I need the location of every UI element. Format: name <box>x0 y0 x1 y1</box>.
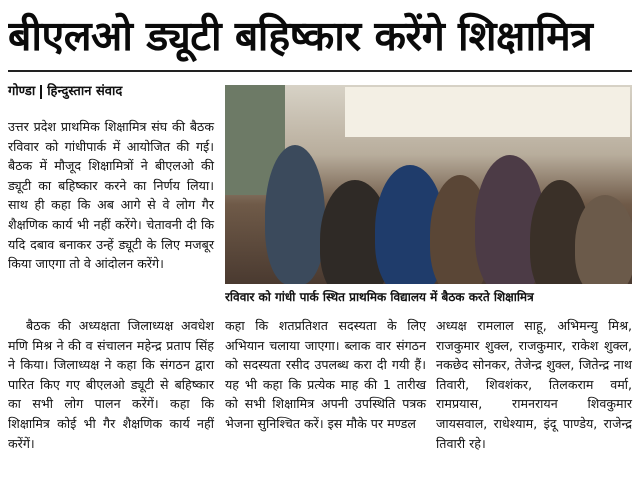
photo-background-banner <box>345 87 630 137</box>
article-column-1 <box>8 117 214 274</box>
photo-person <box>575 195 632 284</box>
article-column-3 <box>436 316 632 453</box>
photo-person <box>265 145 325 284</box>
article-paragraph-1: उत्तर प्रदेश प्राथमिक शिक्षामित्र संघ की बैठक रविवार को गांधीपार्क में आयोजित की गई। बैठक में मौजूद शिक्षामित्रों ने बीएलओ की ड्यूटी का बहिष्कार करने का निर्णय लिया। साथ ही कहा कि अब आगे से वे लोग गैर शैक्षणिक कार्य भी नहीं करेंगे। चेतावनी दी कि यदि दबाव बनाकर उन्हें ड्यूटी के लिए मजबूर किया जाएगा तो वे आंदोलन करेंगे। <box>8 119 214 272</box>
byline-place: गोण्डा <box>8 84 36 99</box>
headline: बीएलओ ड्यूटी बहिष्कार करेंगे शिक्षामित्र <box>8 12 593 60</box>
article-paragraph-4: अध्यक्ष रामलाल साहू, अभिमन्यु मिश्र, राजकुमार शुक्ल, राजकुमार, राकेश शुक्ल, नकछेद सोनकर, तेजेन्द्र शुक्ल, जितेन्द्र नाथ तिवारी, शिवशंकर, तिलकराम वर्मा, रामप्रयास, रामनरायन शिवकुमार जायसवाल, राधेश्याम, इंदू पाण्डेय, राजेन्द्र तिवारी रहे। <box>436 318 632 451</box>
byline-source: हिन्दुस्तान संवाद <box>47 84 123 99</box>
article-column-2 <box>225 316 426 434</box>
byline-divider <box>40 85 42 99</box>
article-column-1-lower <box>8 316 214 453</box>
article-paragraph-2: बैठक की अध्यक्षता जिलाध्यक्ष अवधेश मणि मिश्र ने की व संचालन महेन्द्र प्रताप सिंह ने किया। जिलाध्यक्ष ने कहा कि संगठन द्वारा पारित किए गए बीएलओ ड्यूटी से बहिष्कार का सभी लोग पालन करेंगें। कहा कि शिक्षामित्र कोई भी गैर शैक्षणिक कार्य नहीं करेंगें। <box>8 318 214 451</box>
headline-rule <box>8 70 632 72</box>
article-paragraph-3: कहा कि शतप्रतिशत सदस्यता के लिए अभियान चलाया जाएगा। ब्लाक वार संगठन को सदस्यता रसीद उपलब्ध करा दी गयी हैं। यह भी कहा कि प्रत्येक माह की 1 तारीख को सभी शिक्षामित्र अपनी उपस्थिति पत्रक भेजना सुनिश्चित करें। इस मौके पर मण्डल <box>225 318 426 431</box>
news-photo <box>225 85 632 284</box>
byline <box>8 81 122 101</box>
photo-caption: रविवार को गांधी पार्क स्थित प्राथमिक विद्यालय में बैठक करते शिक्षामित्र <box>225 290 534 304</box>
